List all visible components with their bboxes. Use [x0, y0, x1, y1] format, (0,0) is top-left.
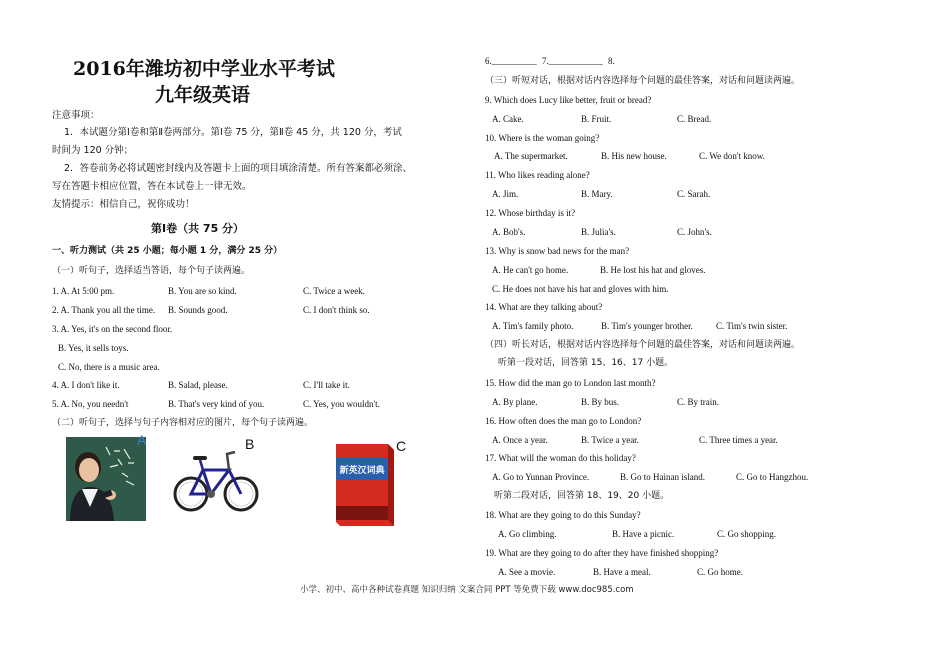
part1-heading: 一、听力测试（共 25 小题；每小题 1 分，满分 25 分）: [52, 246, 283, 256]
sub2-heading: （二）听句子，选择与句子内容相对应的图片，每个句子读两遍。: [52, 418, 314, 428]
dictionary-cover-text: 新英汉词典: [339, 466, 385, 476]
notice-item2b: 写在答题卡相应位置，答在本试卷上一律无效。: [52, 181, 252, 192]
notice-item1b: 时间为 120 分钟；: [52, 145, 134, 156]
sub1-heading: （一）听句子，选择适当答语，每个句子读两遍。: [52, 266, 251, 276]
page-title-line2: 九年级英语: [155, 84, 251, 106]
sub4-note2: 听第二段对话，回答第 18、19、20 小题。: [494, 491, 670, 501]
sub3-heading: （三）听短对话，根据对话内容选择每个问题的最佳答案，对话和问题读两遍。: [485, 76, 801, 86]
picture-c-label: C: [396, 438, 407, 454]
sub4-note: 听第一段对话，回答第 15、16、17 小题。: [498, 358, 674, 368]
notice-item2a: 2．答卷前务必将试题密封线内及答题卡上面的项目填涂清楚。所有答案都必须涂、: [64, 163, 413, 174]
notice-heading: 注意事项：: [52, 110, 100, 121]
picture-b-label: B: [245, 436, 255, 452]
page-footer: 小学、初中、高中各种试卷真题 知识归纳 文案合同 PPT 等免费下载 www.doc985.com: [300, 585, 634, 595]
notice-item1a: 1．本试题分第Ⅰ卷和第Ⅱ卷两部分。第Ⅰ卷 75 分，第Ⅱ卷 45 分，共 120 分，考试: [64, 127, 402, 138]
picture-a: [66, 437, 146, 521]
picture-a-label: A: [137, 432, 147, 448]
sub4-heading: （四）听长对话，根据对话内容选择每个问题的最佳答案，对话和问题读两遍。: [485, 340, 801, 350]
page-title-line1: 2016年潍坊初中学业水平考试: [73, 58, 335, 80]
notice-tip: 友情提示：相信自己，祝你成功！: [52, 199, 195, 210]
section-title: 第Ⅰ卷（共 75 分）: [151, 222, 245, 235]
picture-c: [330, 440, 396, 528]
picture-b: [173, 448, 259, 516]
